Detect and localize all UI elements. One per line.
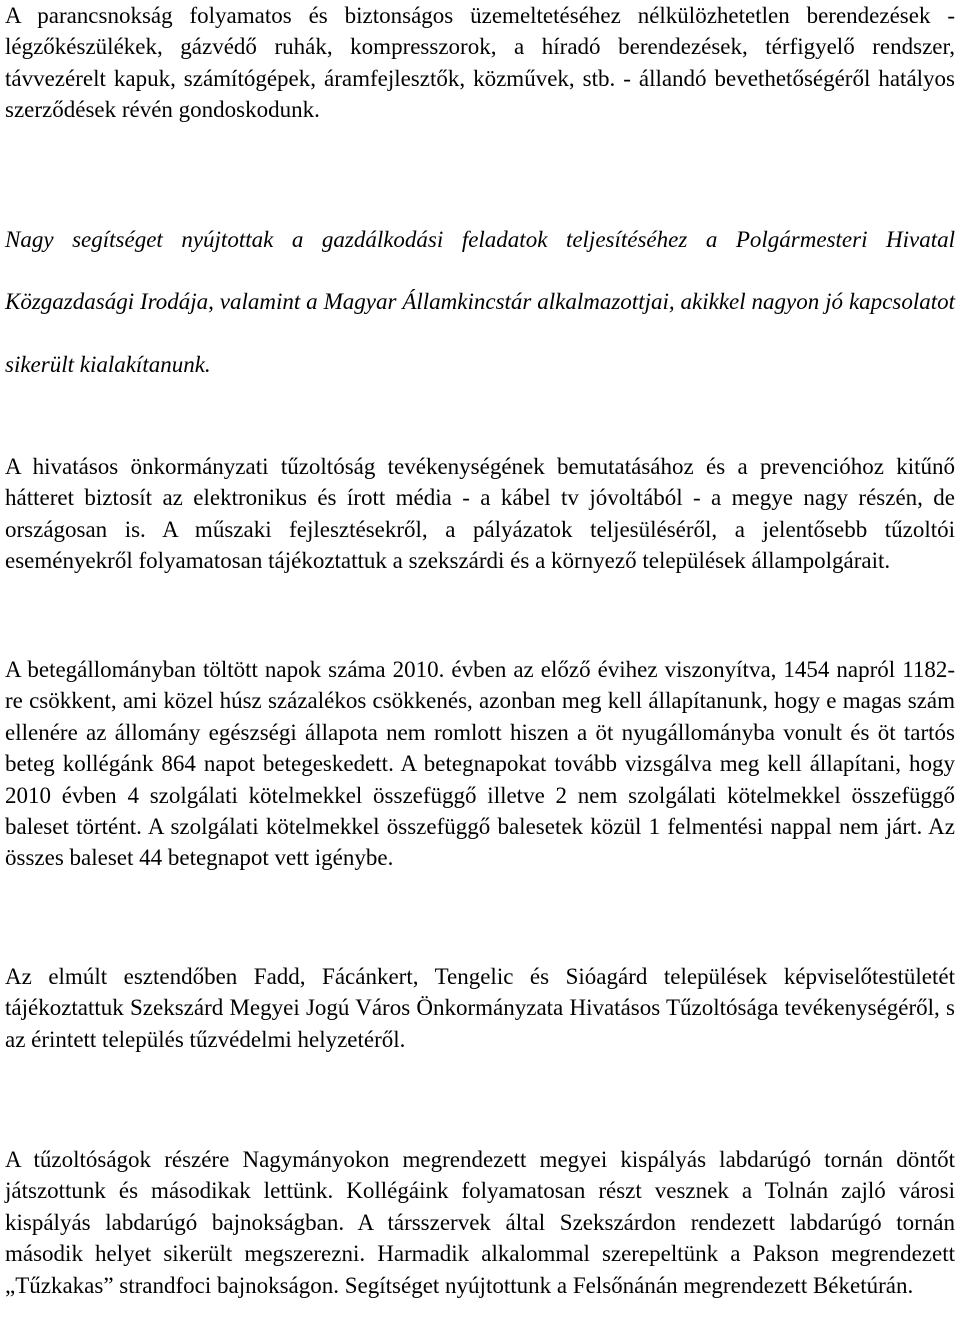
paragraph-sick-leave: A betegállományban töltött napok száma 2010. évben az előző évihez viszonyítva, 1454 napról 1182-re csökkent, ami közel húsz százalékos csökkenés, azonban meg kell állapítanunk, hogy e magas szám ellenére az állomány egészségi állapota nem romlott hiszen a öt nyugállományba vonult és öt tartós beteg kollégánk 864 napot betegeskedett. A betegnapokat tovább vizsgálva meg kell állapítani, hogy 2010 évben 4 szolgálati kötelmekkel összefüggő illetve 2 nem szolgálati kötelmekkel összefüggő baleset történt. A szolgálati kötelmekkel összefüggő balesetek közül 1 felmentési nappal nem járt. Az összes baleset 44 betegnapot vett igénybe.	[5, 657, 955, 871]
paragraph-acknowledgement: Nagy segítséget nyújtottak a gazdálkodási feladatok teljesítéséhez a Polgármesteri Hivatal Közgazdasági Irodája, valamint a Magyar Államkincstár alkalmazottjai, akikkel nagyon jó kapcsolatot sikerült kialakítanunk.	[5, 227, 955, 377]
paragraph-equipment: A parancsnokság folyamatos és biztonságos üzemeltetéséhez nélkülözhetetlen berendezések - légzőkészülékek, gázvédő ruhák, kompresszorok, a híradó berendezések, térfigyelő rendszer, távvezérelt kapuk, számítógépek, áramfejlesztők, közművek, stb. - állandó bevethetőségéről hatályos szerződések révén gondoskodunk.	[5, 3, 955, 123]
paragraph-media: A hivatásos önkormányzati tűzoltóság tevékenységének bemutatásához és a prevencióhoz kitűnő hátteret biztosít az elektronikus és írott média - a kábel tv jóvoltából - a megye nagy részén, de országosan is. A műszaki fejlesztésekről, a pályázatok teljesüléséről, a jelentősebb tűzoltói eseményekről folyamatosan tájékoztattuk a szekszárdi és a környező települések állampolgárait.	[5, 454, 955, 574]
paragraph-councils: Az elmúlt esztendőben Fadd, Fácánkert, Tengelic és Sióagárd települések képviselőtestületét tájékoztattuk Szekszárd Megyei Jogú Város Önkormányzata Hivatásos Tűzoltósága tevékenységéről, s az érintett település tűzvédelmi helyzetéről.	[5, 964, 955, 1052]
paragraph-sports: A tűzoltóságok részére Nagymányokon megrendezett megyei kispályás labdarúgó tornán döntőt játszottunk és másodikak lettünk. Kollégáink folyamatosan részt vesznek a Tolnán zajló városi kispályás labdarúgó bajnokságban. A társszervek által Szekszárdon rendezett labdarúgó tornán második helyet sikerült megszerezni. Harmadik alkalommal szerepeltünk a Pakson megrendezett „Tűzkakas” strandfoci bajnokságon. Segítséget nyújtottunk a Felsőnánán megrendezett Béketúrán.	[5, 1147, 955, 1298]
